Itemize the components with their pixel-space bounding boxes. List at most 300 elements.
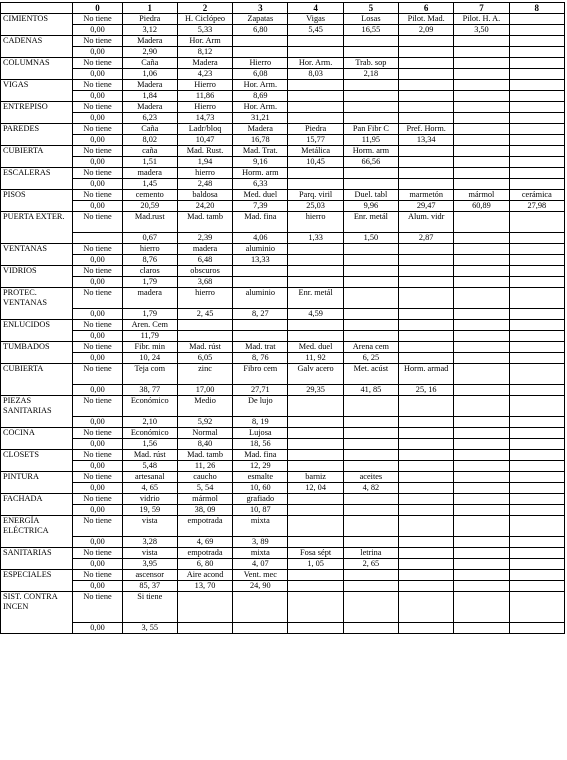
option-value-cell: [399, 559, 454, 570]
option-name-cell: [454, 592, 509, 623]
option-value-cell: 0,00: [73, 91, 122, 102]
option-value-cell: [454, 461, 509, 472]
row-label: ENERGÍA ELÉCTRICA: [1, 516, 73, 548]
option-value-cell: [288, 47, 343, 58]
option-name-cell: [454, 450, 509, 461]
option-name-cell: aluminio: [233, 288, 288, 309]
option-name-cell: vista: [122, 548, 177, 559]
option-name-cell: Madera: [122, 102, 177, 113]
option-name-cell: [454, 80, 509, 91]
option-name-cell: [454, 244, 509, 255]
option-value-cell: 2, 45: [177, 309, 232, 320]
option-name-cell: [288, 244, 343, 255]
option-name-cell: [454, 58, 509, 69]
option-value-cell: [509, 47, 564, 58]
option-value-cell: [509, 113, 564, 124]
option-value-cell: [454, 581, 509, 592]
option-name-cell: Mad. fina: [233, 212, 288, 233]
option-value-cell: 1,84: [122, 91, 177, 102]
option-name-cell: No tiene: [73, 244, 122, 255]
option-value-cell: 3,68: [177, 277, 232, 288]
option-value-cell: 0,00: [73, 505, 122, 516]
option-value-cell: 3,28: [122, 537, 177, 548]
option-name-cell: Hierro: [177, 80, 232, 91]
option-name-cell: No tiene: [73, 36, 122, 47]
row-label: VIDRIOS: [1, 266, 73, 288]
option-name-cell: [509, 320, 564, 331]
table-row: [1, 91, 565, 102]
option-value-cell: [343, 255, 398, 266]
option-name-cell: cerámica: [509, 190, 564, 201]
option-name-cell: [454, 102, 509, 113]
column-header-4: 3: [233, 3, 288, 14]
option-name-cell: [509, 342, 564, 353]
option-name-cell: [399, 494, 454, 505]
option-value-cell: 85, 37: [122, 581, 177, 592]
table-row: [1, 450, 565, 461]
option-value-cell: 19, 59: [122, 505, 177, 516]
option-value-cell: 4, 82: [343, 483, 398, 494]
column-header-8: 7: [454, 3, 509, 14]
option-value-cell: [73, 233, 122, 244]
option-name-cell: [509, 36, 564, 47]
option-value-cell: 15,77: [288, 135, 343, 146]
option-value-cell: 16,78: [233, 135, 288, 146]
option-name-cell: madera: [177, 244, 232, 255]
option-name-cell: [343, 428, 398, 439]
option-name-cell: [177, 592, 232, 623]
option-value-cell: 38, 77: [122, 385, 177, 396]
option-value-cell: [288, 417, 343, 428]
table-row: [1, 320, 565, 331]
option-name-cell: [454, 212, 509, 233]
option-name-cell: [399, 146, 454, 157]
option-value-cell: 4,06: [233, 233, 288, 244]
option-value-cell: 1,06: [122, 69, 177, 80]
option-name-cell: [288, 516, 343, 537]
option-value-cell: [509, 179, 564, 190]
option-name-cell: Si tiene: [122, 592, 177, 623]
option-name-cell: [509, 212, 564, 233]
option-name-cell: No tiene: [73, 320, 122, 331]
table-row: [1, 288, 565, 309]
option-value-cell: 0,00: [73, 461, 122, 472]
option-name-cell: zinc: [177, 364, 232, 385]
table-row: [1, 14, 565, 25]
table-row: [1, 58, 565, 69]
option-value-cell: [343, 461, 398, 472]
table-row: [1, 559, 565, 570]
option-value-cell: 0,00: [73, 201, 122, 212]
option-value-cell: [288, 331, 343, 342]
option-name-cell: [343, 516, 398, 537]
option-value-cell: [509, 309, 564, 320]
option-value-cell: [399, 179, 454, 190]
option-name-cell: [509, 472, 564, 483]
option-name-cell: [454, 472, 509, 483]
option-value-cell: [509, 417, 564, 428]
option-value-cell: [343, 113, 398, 124]
option-value-cell: 1,45: [122, 179, 177, 190]
row-label: CIMIENTOS: [1, 14, 73, 36]
option-name-cell: [399, 168, 454, 179]
option-name-cell: [509, 364, 564, 385]
option-value-cell: [343, 439, 398, 450]
option-value-cell: 1,79: [122, 309, 177, 320]
option-name-cell: caña: [122, 146, 177, 157]
option-name-cell: [509, 14, 564, 25]
row-label: VENTANAS: [1, 244, 73, 266]
option-value-cell: 24,20: [177, 201, 232, 212]
option-value-cell: 3, 55: [122, 623, 177, 634]
option-name-cell: [399, 592, 454, 623]
option-value-cell: 10,47: [177, 135, 232, 146]
option-value-cell: 4, 65: [122, 483, 177, 494]
option-value-cell: 27,98: [509, 201, 564, 212]
option-value-cell: [509, 505, 564, 516]
option-name-cell: No tiene: [73, 396, 122, 417]
option-name-cell: caucho: [177, 472, 232, 483]
table-row: [1, 266, 565, 277]
option-value-cell: 29,47: [399, 201, 454, 212]
option-value-cell: 11, 92: [288, 353, 343, 364]
option-name-cell: [454, 266, 509, 277]
option-name-cell: Teja com: [122, 364, 177, 385]
table-row: [1, 483, 565, 494]
option-name-cell: Arena cem: [343, 342, 398, 353]
option-value-cell: 3, 89: [233, 537, 288, 548]
option-value-cell: 2,18: [343, 69, 398, 80]
column-header-2: 1: [122, 3, 177, 14]
option-value-cell: 10,45: [288, 157, 343, 168]
option-name-cell: [343, 168, 398, 179]
option-name-cell: Mad. Trat.: [233, 146, 288, 157]
option-value-cell: [454, 623, 509, 634]
option-name-cell: letrina: [343, 548, 398, 559]
option-name-cell: Mad. tamb: [177, 212, 232, 233]
option-value-cell: 2,10: [122, 417, 177, 428]
option-value-cell: [454, 47, 509, 58]
option-value-cell: [288, 113, 343, 124]
option-value-cell: 24, 90: [233, 581, 288, 592]
row-label: PUERTA EXTER.: [1, 212, 73, 244]
option-name-cell: Fibro cem: [233, 364, 288, 385]
option-value-cell: [343, 505, 398, 516]
option-value-cell: 0,00: [73, 581, 122, 592]
option-value-cell: 0,00: [73, 439, 122, 450]
option-name-cell: [509, 58, 564, 69]
option-value-cell: 0,00: [73, 25, 122, 36]
option-name-cell: [454, 320, 509, 331]
option-value-cell: 0,67: [122, 233, 177, 244]
table-row: [1, 592, 565, 623]
option-value-cell: 0,00: [73, 135, 122, 146]
option-name-cell: [343, 36, 398, 47]
option-name-cell: De lujo: [233, 396, 288, 417]
option-value-cell: 13, 70: [177, 581, 232, 592]
option-name-cell: No tiene: [73, 288, 122, 309]
option-name-cell: No tiene: [73, 428, 122, 439]
option-value-cell: 2,09: [399, 25, 454, 36]
option-name-cell: Mad. tamb: [177, 450, 232, 461]
row-label: CUBIERTA: [1, 146, 73, 168]
option-name-cell: [399, 244, 454, 255]
option-name-cell: [399, 58, 454, 69]
column-header-6: 5: [343, 3, 398, 14]
option-value-cell: [288, 255, 343, 266]
row-label: ENTREPISO: [1, 102, 73, 124]
option-name-cell: [288, 428, 343, 439]
option-value-cell: 0,00: [73, 157, 122, 168]
option-name-cell: No tiene: [73, 516, 122, 537]
row-label: PROTEC. VENTANAS: [1, 288, 73, 320]
option-name-cell: Hor. Arm.: [288, 58, 343, 69]
option-value-cell: [399, 113, 454, 124]
option-name-cell: [288, 36, 343, 47]
option-value-cell: 1,79: [122, 277, 177, 288]
option-name-cell: Horm. armad: [399, 364, 454, 385]
option-value-cell: 12, 29: [233, 461, 288, 472]
option-value-cell: [509, 91, 564, 102]
option-name-cell: [454, 168, 509, 179]
table-body: [1, 14, 565, 634]
option-value-cell: [288, 179, 343, 190]
option-value-cell: 66,56: [343, 157, 398, 168]
option-value-cell: 38, 09: [177, 505, 232, 516]
option-value-cell: [454, 135, 509, 146]
option-value-cell: 1,56: [122, 439, 177, 450]
option-value-cell: [509, 385, 564, 396]
option-name-cell: empotrada: [177, 516, 232, 537]
option-name-cell: No tiene: [73, 168, 122, 179]
option-name-cell: empotrada: [177, 548, 232, 559]
option-value-cell: 2,48: [177, 179, 232, 190]
option-value-cell: 0,00: [73, 559, 122, 570]
option-value-cell: 0,00: [73, 69, 122, 80]
option-value-cell: [399, 461, 454, 472]
option-value-cell: [454, 233, 509, 244]
option-value-cell: [454, 417, 509, 428]
option-name-cell: claros: [122, 266, 177, 277]
option-value-cell: [454, 91, 509, 102]
option-name-cell: hierro: [288, 212, 343, 233]
option-name-cell: [343, 288, 398, 309]
option-name-cell: [454, 288, 509, 309]
row-label: ESPECIALES: [1, 570, 73, 592]
option-name-cell: aluminio: [233, 244, 288, 255]
option-value-cell: [343, 91, 398, 102]
option-name-cell: Duel. tabl: [343, 190, 398, 201]
option-value-cell: 1,33: [288, 233, 343, 244]
option-name-cell: Mad. fina: [233, 450, 288, 461]
option-value-cell: 8,40: [177, 439, 232, 450]
option-name-cell: [454, 548, 509, 559]
option-value-cell: 0,00: [73, 309, 122, 320]
option-name-cell: [509, 102, 564, 113]
option-name-cell: [509, 516, 564, 537]
option-value-cell: [399, 47, 454, 58]
option-name-cell: [509, 80, 564, 91]
option-value-cell: 5,92: [177, 417, 232, 428]
option-value-cell: 5,45: [288, 25, 343, 36]
option-name-cell: Aren. Cem: [122, 320, 177, 331]
option-name-cell: [399, 570, 454, 581]
option-name-cell: [509, 450, 564, 461]
option-name-cell: [343, 396, 398, 417]
option-name-cell: Mad. rúst: [177, 342, 232, 353]
option-name-cell: Aire acond: [177, 570, 232, 581]
table-row: [1, 146, 565, 157]
option-name-cell: Trab. sop: [343, 58, 398, 69]
option-value-cell: 6,08: [233, 69, 288, 80]
option-name-cell: Lujosa: [233, 428, 288, 439]
option-name-cell: vidrio: [122, 494, 177, 505]
option-value-cell: 8,03: [288, 69, 343, 80]
option-name-cell: Madera: [233, 124, 288, 135]
option-name-cell: Hierro: [233, 58, 288, 69]
option-value-cell: 60,89: [454, 201, 509, 212]
option-name-cell: No tiene: [73, 342, 122, 353]
table-row: [1, 623, 565, 634]
option-value-cell: [399, 623, 454, 634]
option-name-cell: [343, 592, 398, 623]
column-header-5: 4: [288, 3, 343, 14]
option-value-cell: [399, 277, 454, 288]
option-name-cell: [509, 288, 564, 309]
column-header-7: 6: [399, 3, 454, 14]
option-name-cell: [288, 320, 343, 331]
option-value-cell: [343, 277, 398, 288]
option-value-cell: [454, 353, 509, 364]
option-value-cell: [454, 385, 509, 396]
table-row: [1, 428, 565, 439]
option-name-cell: grafiado: [233, 494, 288, 505]
option-name-cell: [288, 450, 343, 461]
option-value-cell: 7,39: [233, 201, 288, 212]
option-value-cell: [454, 277, 509, 288]
option-name-cell: artesanal: [122, 472, 177, 483]
option-name-cell: mármol: [177, 494, 232, 505]
option-value-cell: [454, 505, 509, 516]
option-name-cell: obscuros: [177, 266, 232, 277]
option-value-cell: [343, 537, 398, 548]
option-value-cell: 9,16: [233, 157, 288, 168]
option-name-cell: esmalte: [233, 472, 288, 483]
option-name-cell: No tiene: [73, 102, 122, 113]
option-value-cell: [399, 255, 454, 266]
option-value-cell: 16,55: [343, 25, 398, 36]
option-name-cell: [399, 320, 454, 331]
option-value-cell: 0,00: [73, 483, 122, 494]
option-name-cell: mármol: [454, 190, 509, 201]
option-name-cell: [454, 570, 509, 581]
option-value-cell: [454, 69, 509, 80]
option-name-cell: marmetón: [399, 190, 454, 201]
table-row: [1, 472, 565, 483]
option-name-cell: Caña: [122, 124, 177, 135]
option-name-cell: [454, 516, 509, 537]
table-row: [1, 516, 565, 537]
option-value-cell: [233, 331, 288, 342]
row-label: PIEZAS SANITARIAS: [1, 396, 73, 428]
option-value-cell: [343, 47, 398, 58]
option-value-cell: [343, 417, 398, 428]
option-name-cell: Enr. metál: [288, 288, 343, 309]
option-value-cell: 6, 25: [343, 353, 398, 364]
option-value-cell: [509, 25, 564, 36]
option-name-cell: cemento: [122, 190, 177, 201]
option-value-cell: 1, 05: [288, 559, 343, 570]
option-value-cell: 29,35: [288, 385, 343, 396]
option-name-cell: [509, 244, 564, 255]
option-value-cell: [177, 331, 232, 342]
option-name-cell: [399, 396, 454, 417]
option-value-cell: 5,33: [177, 25, 232, 36]
option-value-cell: [509, 277, 564, 288]
option-value-cell: [343, 179, 398, 190]
option-name-cell: Caña: [122, 58, 177, 69]
option-name-cell: Ladr/bloq: [177, 124, 232, 135]
row-label: PAREDES: [1, 124, 73, 146]
option-value-cell: 0,00: [73, 331, 122, 342]
option-value-cell: 25,03: [288, 201, 343, 212]
option-name-cell: No tiene: [73, 14, 122, 25]
option-name-cell: [509, 428, 564, 439]
row-label: ENLUCIDOS: [1, 320, 73, 342]
table-row: [1, 417, 565, 428]
option-value-cell: 2,39: [177, 233, 232, 244]
option-value-cell: [399, 537, 454, 548]
option-name-cell: [509, 396, 564, 417]
option-name-cell: [343, 102, 398, 113]
option-name-cell: [343, 570, 398, 581]
option-name-cell: Piedra: [122, 14, 177, 25]
option-value-cell: 0,00: [73, 623, 122, 634]
option-name-cell: Económico: [122, 428, 177, 439]
option-value-cell: [509, 69, 564, 80]
option-name-cell: Hierro: [177, 102, 232, 113]
table-row: [1, 277, 565, 288]
option-name-cell: [288, 80, 343, 91]
option-value-cell: [288, 277, 343, 288]
row-label: SANITARIAS: [1, 548, 73, 570]
option-value-cell: [454, 113, 509, 124]
option-value-cell: 6,48: [177, 255, 232, 266]
option-value-cell: 2, 65: [343, 559, 398, 570]
option-value-cell: [233, 277, 288, 288]
option-name-cell: Pilot. Mad.: [399, 14, 454, 25]
option-name-cell: hierro: [177, 288, 232, 309]
option-value-cell: [288, 623, 343, 634]
option-name-cell: [288, 102, 343, 113]
option-value-cell: 0,00: [73, 385, 122, 396]
option-name-cell: [399, 102, 454, 113]
header-row: [1, 3, 565, 14]
option-name-cell: Alum. vidr: [399, 212, 454, 233]
option-name-cell: Fibr. min: [122, 342, 177, 353]
option-name-cell: [399, 548, 454, 559]
option-name-cell: No tiene: [73, 548, 122, 559]
option-value-cell: 11, 26: [177, 461, 232, 472]
option-value-cell: 2,90: [122, 47, 177, 58]
option-value-cell: [343, 331, 398, 342]
option-name-cell: [399, 36, 454, 47]
option-value-cell: 14,73: [177, 113, 232, 124]
option-value-cell: 11,79: [122, 331, 177, 342]
table-row: [1, 548, 565, 559]
option-value-cell: 0,00: [73, 255, 122, 266]
option-value-cell: 4, 69: [177, 537, 232, 548]
